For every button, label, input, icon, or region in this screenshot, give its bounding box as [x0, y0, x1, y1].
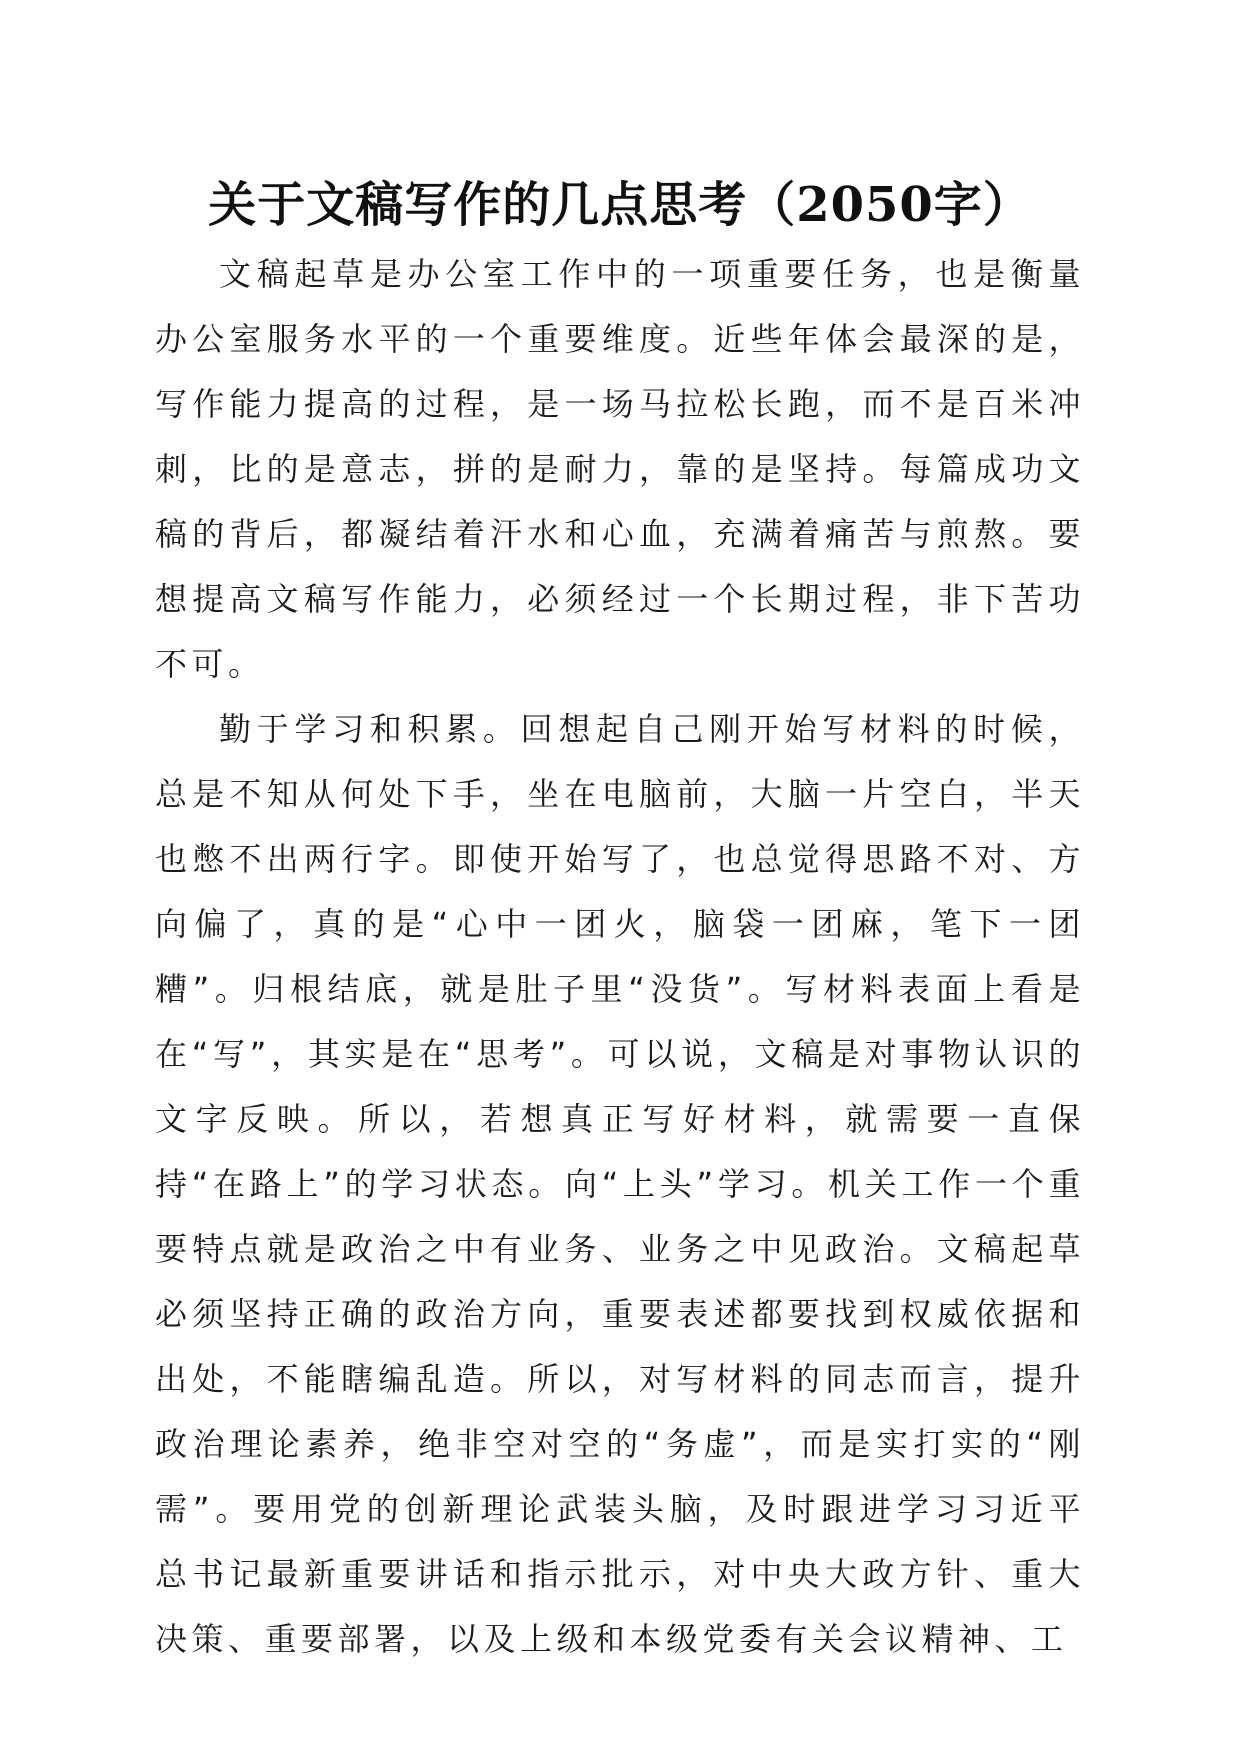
document-body: [155, 242, 1085, 1672]
document-title: 关于文稿写作的几点思考（2050字）: [208, 177, 1032, 233]
paragraph: 勤于学习和积累。回想起自己刚开始写材料的时候，总是不知从何处下手，坐在电脑前，大脑一片空白，半天也憋不出两行字。即使开始写了，也总觉得思路不对、方向偏了，真的是“心中一团火，脑袋一团麻，笔下一团糟”。归根结底，就是肚子里“没货”。写材料表面上看是在“写”，其实是在“思考”。可以说，文稿是对事物认识的文字反映。所以，若想真正写好材料，就需要一直保持“在路上”的学习状态。向“上头”学习。机关工作一个重要特点就是政治之中有业务、业务之中见政治。文稿起草必须坚持正确的政治方向，重要表述都要找到权威依据和出处，不能瞎编乱造。所以，对写材料的同志而言，提升政治理论素养，绝非空对空的“务虚”，而是实打实的“刚需”。要用党的创新理论武装头脑，及时跟进学习习近平总书记最新重要讲话和指示批示，对中央大政方针、重大决策、重要部署，以及上级和本级党委有关会议精神、工: [155, 710, 1085, 1658]
paragraph: 文稿起草是办公室工作中的一项重要任务，也是衡量办公室服务水平的一个重要维度。近些年体会最深的是，写作能力提高的过程，是一场马拉松长跑，而不是百米冲刺，比的是意志，拼的是耐力，靠的是坚持。每篇成功文稿的背后，都凝结着汗水和心血，充满着痛苦与煎熬。要想提高文稿写作能力，必须经过一个长期过程，非下苦功不可。: [155, 255, 1085, 683]
